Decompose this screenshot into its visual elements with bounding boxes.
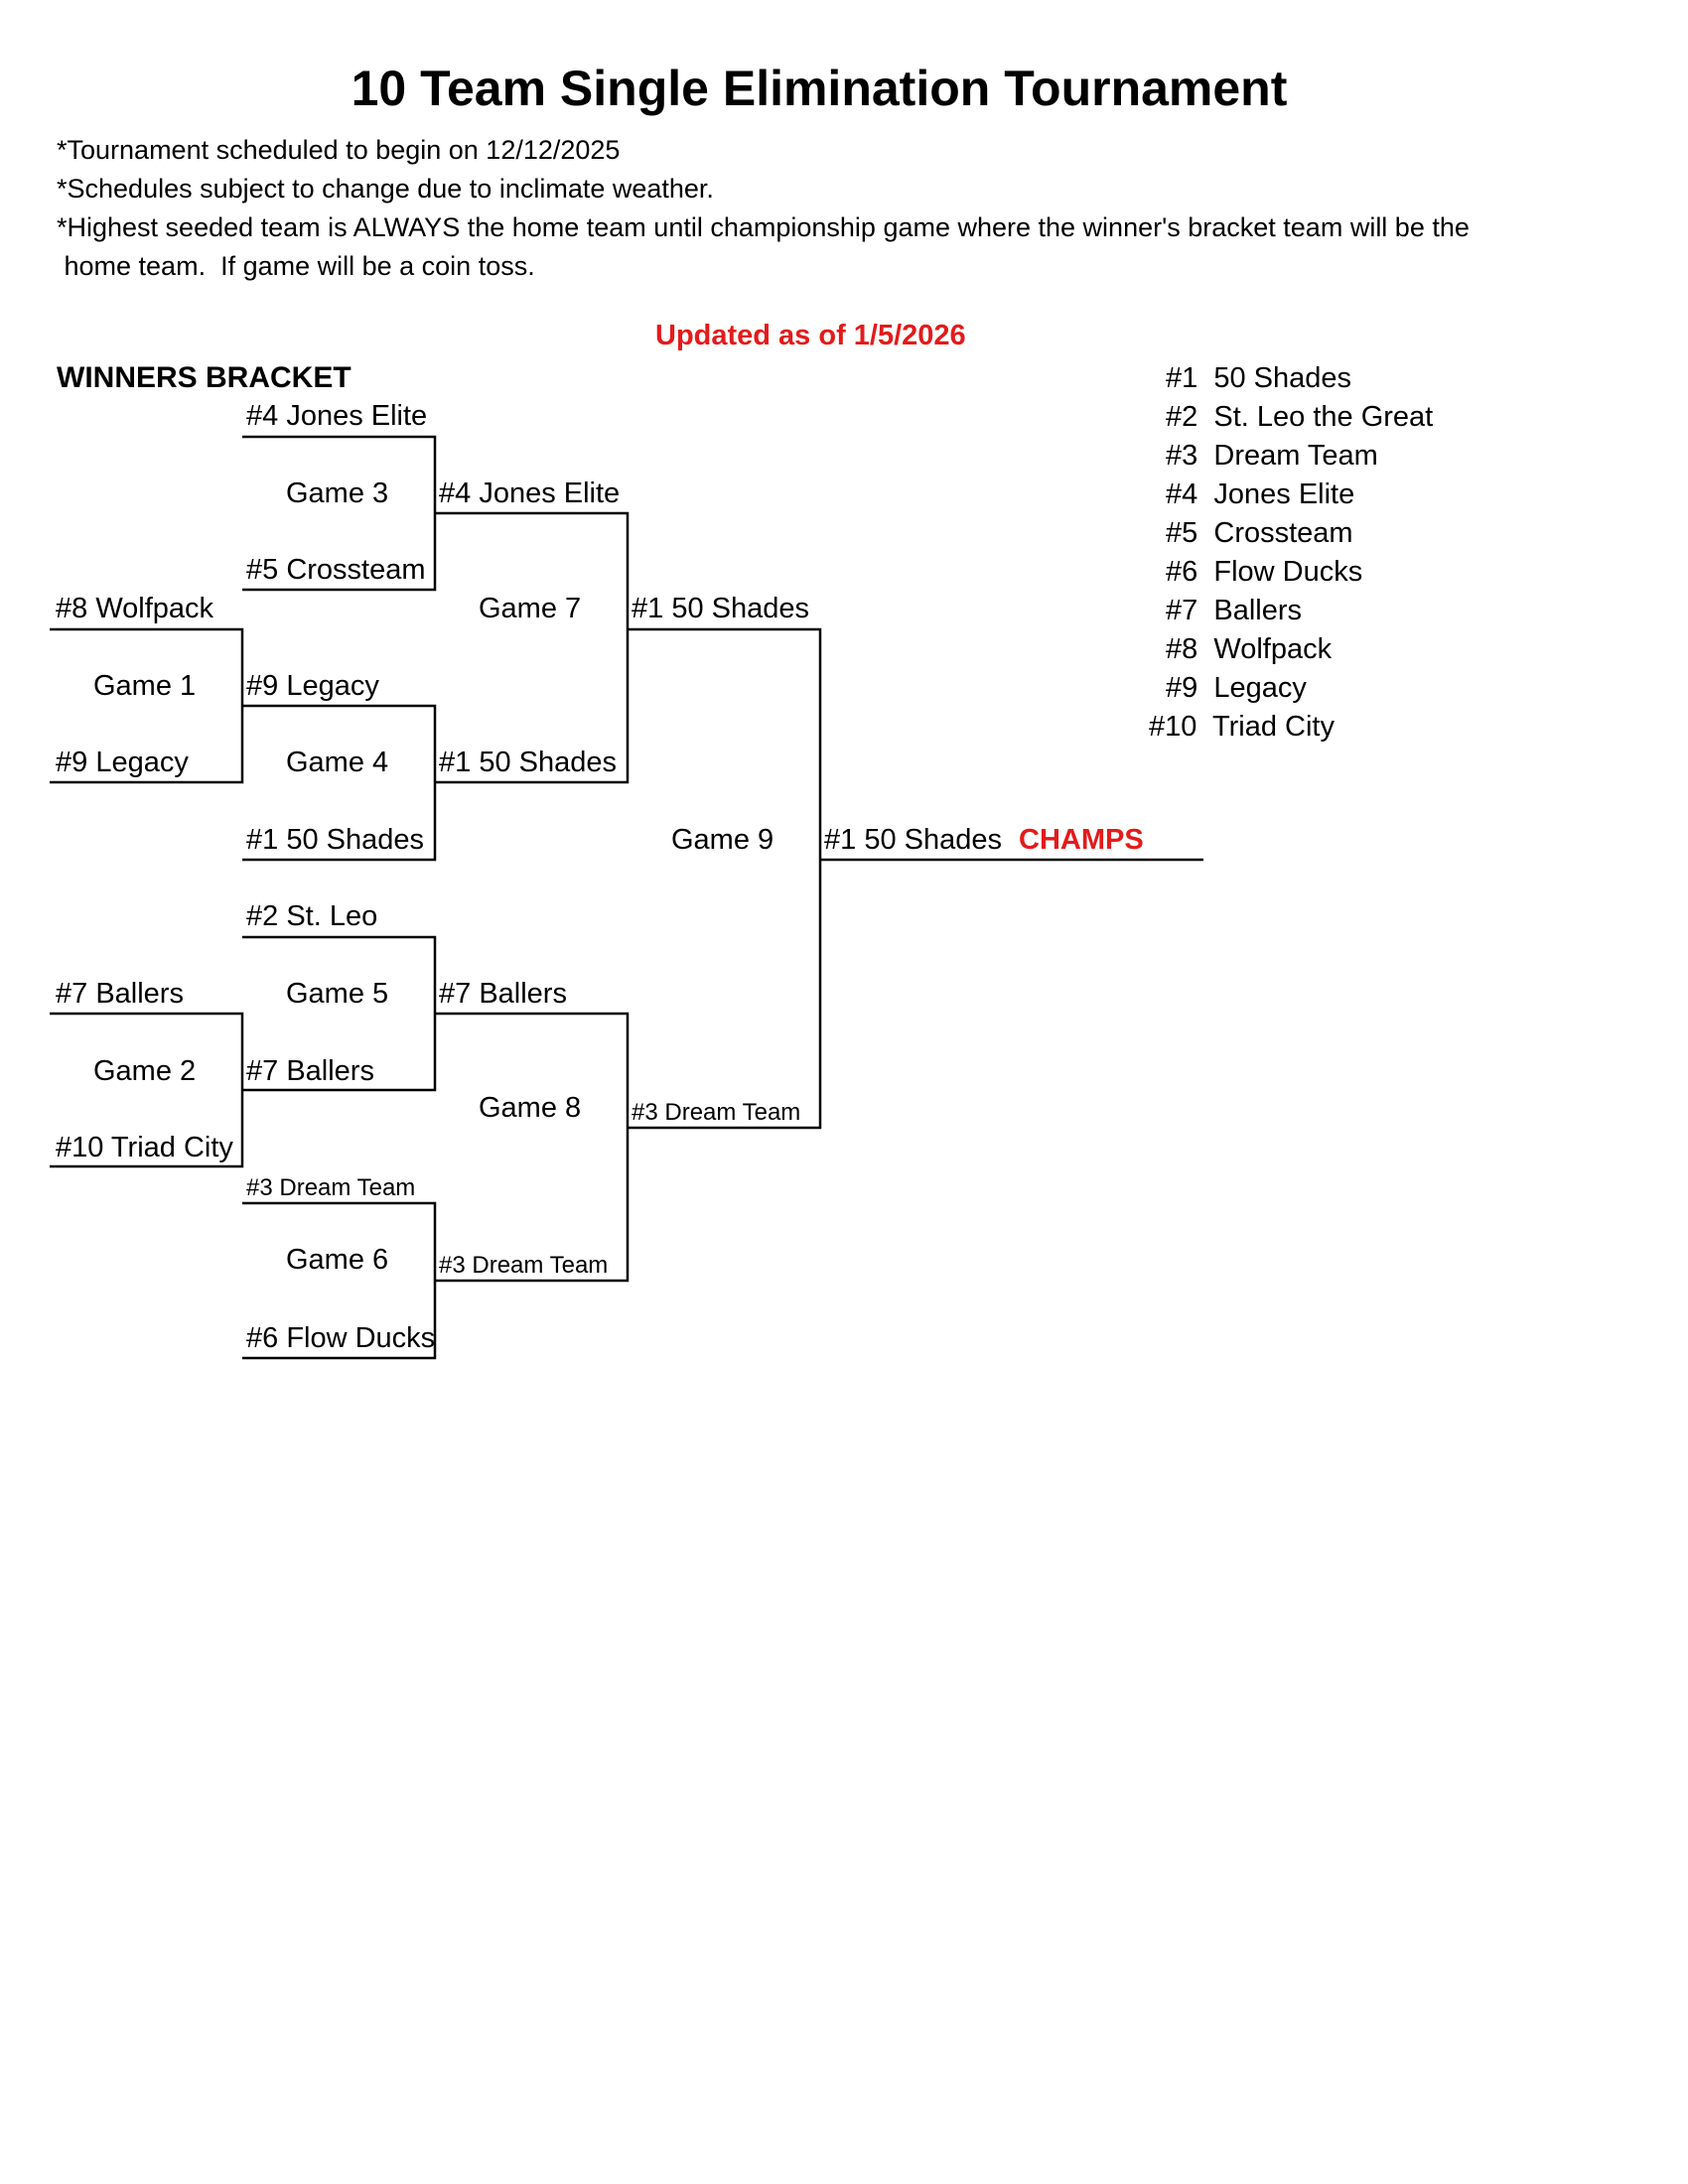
game8-label: Game 8 — [479, 1092, 582, 1124]
seed-item: #6 Flow Ducks — [1166, 556, 1363, 588]
game5-label: Game 5 — [286, 978, 389, 1010]
game9-bottom-team: #3 Dream Team — [632, 1099, 801, 1126]
game9-connector — [628, 629, 820, 1128]
game1-bottom-team: #9 Legacy — [56, 747, 189, 778]
game7-bottom-team: #1 50 Shades — [439, 747, 617, 778]
page-title: 10 Team Single Elimination Tournament — [351, 61, 1288, 116]
seed-item: #2 St. Leo the Great — [1166, 401, 1434, 433]
game7-label: Game 7 — [479, 593, 582, 624]
seed-item: #7 Ballers — [1166, 595, 1303, 626]
game1-top-team: #8 Wolfpack — [56, 593, 214, 624]
note-weather: *Schedules subject to change due to inclimate weather. — [57, 174, 714, 204]
updated-date: Updated as of 1/5/2026 — [655, 320, 966, 351]
game4-label: Game 4 — [286, 747, 389, 778]
seed-item: #3 Dream Team — [1166, 440, 1378, 472]
game2-top-team: #7 Ballers — [56, 978, 184, 1010]
game1-label: Game 1 — [93, 670, 197, 702]
game6-bottom-team: #6 Flow Ducks — [246, 1322, 436, 1354]
game3-top-team: #4 Jones Elite — [246, 400, 428, 432]
game3-label: Game 3 — [286, 478, 389, 509]
game2-label: Game 2 — [93, 1055, 197, 1087]
note-start-date: *Tournament scheduled to begin on 12/12/2025 — [57, 135, 621, 165]
game4-top-team: #9 Legacy — [246, 670, 379, 702]
champs-label: CHAMPS — [1019, 824, 1144, 856]
game7-connector — [435, 513, 628, 782]
game3-bottom-team: #5 Crossteam — [246, 554, 426, 586]
note-home-team: *Highest seeded team is ALWAYS the home team until championship game where the winner's bracket team will be the — [57, 212, 1470, 242]
game5-top-team: #2 St. Leo — [246, 900, 378, 932]
seed-item: #1 50 Shades — [1166, 362, 1352, 394]
game8-top-team: #7 Ballers — [439, 978, 567, 1010]
seed-item: #4 Jones Elite — [1166, 478, 1355, 510]
game4-bottom-team: #1 50 Shades — [246, 824, 424, 856]
seed-item: #10 Triad City — [1149, 711, 1335, 743]
seed-item: #5 Crossteam — [1166, 517, 1353, 549]
game6-label: Game 6 — [286, 1244, 389, 1276]
game5-bottom-team: #7 Ballers — [246, 1055, 374, 1087]
game9-top-team: #1 50 Shades — [632, 593, 809, 624]
game9-label: Game 9 — [671, 824, 774, 856]
game2-bottom-team: #10 Triad City — [56, 1132, 233, 1163]
seed-item: #9 Legacy — [1166, 672, 1307, 704]
winners-bracket-label: WINNERS BRACKET — [57, 361, 352, 394]
note-home-team-cont: home team. If game will be a coin toss. — [57, 251, 535, 281]
champion-team: #1 50 Shades — [824, 824, 1002, 856]
game8-connector — [435, 1014, 628, 1281]
game8-bottom-team: #3 Dream Team — [439, 1252, 609, 1279]
game6-top-team: #3 Dream Team — [246, 1174, 416, 1201]
game7-top-team: #4 Jones Elite — [439, 478, 621, 509]
seed-item: #8 Wolfpack — [1166, 633, 1333, 665]
